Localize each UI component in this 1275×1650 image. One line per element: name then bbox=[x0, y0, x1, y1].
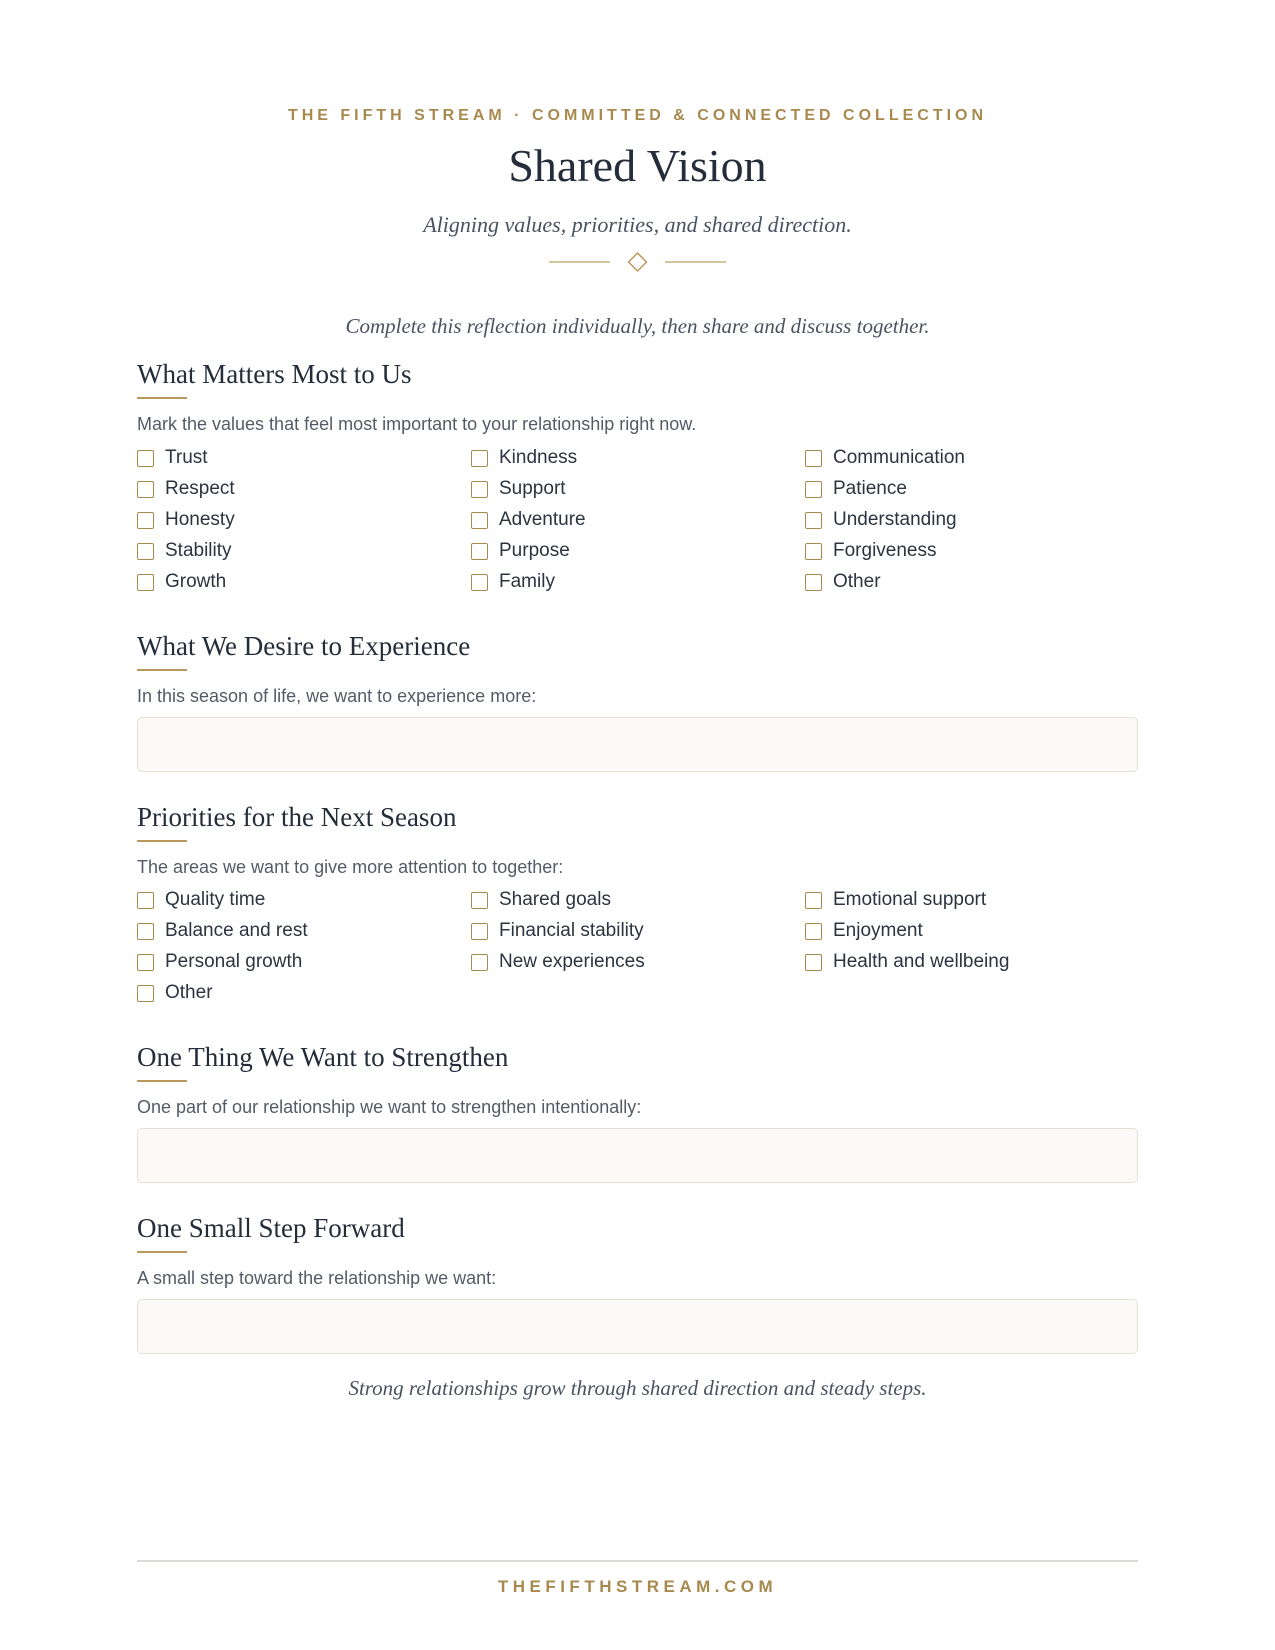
checkbox-box[interactable] bbox=[471, 450, 488, 467]
checkbox-option[interactable] bbox=[805, 919, 923, 943]
collection-eyebrow: THE FIFTH STREAM · COMMITTED & CONNECTED COLLECTION bbox=[287, 107, 988, 124]
checkbox-option[interactable] bbox=[805, 446, 965, 470]
section-title-desire: What We Desire to Experience bbox=[137, 631, 471, 661]
checkbox-option[interactable] bbox=[471, 539, 570, 563]
checkbox-box[interactable] bbox=[137, 923, 154, 940]
strengthen-input[interactable] bbox=[137, 1128, 1138, 1183]
checkbox-label: Understanding bbox=[833, 509, 957, 530]
checkbox-box[interactable] bbox=[471, 954, 488, 971]
section-desc-values: Mark the values that feel most important to your relationship right now. bbox=[137, 414, 697, 434]
section-title-strengthen: One Thing We Want to Strengthen bbox=[137, 1042, 509, 1072]
checkbox-box[interactable] bbox=[805, 512, 822, 529]
page-title: Shared Vision bbox=[508, 140, 767, 191]
checkbox-box[interactable] bbox=[137, 450, 154, 467]
checkbox-box[interactable] bbox=[471, 481, 488, 498]
checkbox-option[interactable] bbox=[137, 919, 308, 943]
checkbox-box[interactable] bbox=[137, 543, 154, 560]
checkbox-box[interactable] bbox=[805, 892, 822, 909]
checkbox-option[interactable] bbox=[805, 570, 881, 594]
checkbox-option[interactable] bbox=[137, 477, 235, 501]
checkbox-label: Stability bbox=[165, 540, 232, 561]
checkbox-box[interactable] bbox=[471, 512, 488, 529]
checkbox-label: New experiences bbox=[499, 951, 645, 972]
section-rule bbox=[137, 397, 187, 399]
checkbox-box[interactable] bbox=[805, 481, 822, 498]
checkbox-label: Personal growth bbox=[165, 951, 303, 972]
section-title-priorities: Priorities for the Next Season bbox=[137, 802, 457, 832]
checkbox-label: Other bbox=[165, 982, 213, 1003]
checkbox-option[interactable] bbox=[805, 477, 907, 501]
checkbox-label: Balance and rest bbox=[165, 920, 308, 941]
checkbox-option[interactable] bbox=[137, 950, 302, 974]
checkbox-option[interactable] bbox=[805, 950, 1009, 974]
checkbox-label: Kindness bbox=[499, 447, 578, 468]
checkbox-box[interactable] bbox=[137, 892, 154, 909]
section-title-values: What Matters Most to Us bbox=[137, 359, 412, 389]
checkbox-box[interactable] bbox=[805, 450, 822, 467]
section-rule bbox=[137, 840, 187, 842]
section-desc-strengthen: One part of our relationship we want to strengthen intentionally: bbox=[137, 1097, 642, 1117]
intro-text: Complete this reflection individually, then share and discuss together. bbox=[345, 314, 930, 338]
checkbox-option[interactable] bbox=[137, 508, 235, 532]
checkbox-box[interactable] bbox=[137, 574, 154, 591]
checkbox-label: Emotional support bbox=[833, 889, 987, 910]
checkbox-label: Adventure bbox=[499, 509, 586, 530]
checkbox-option[interactable] bbox=[471, 950, 645, 974]
step-input[interactable] bbox=[137, 1299, 1138, 1354]
checkbox-box[interactable] bbox=[805, 923, 822, 940]
page-subtitle: Aligning values, priorities, and shared direction. bbox=[423, 212, 852, 237]
footer-website: THEFIFTHSTREAM.COM bbox=[497, 1577, 778, 1596]
checkbox-option[interactable] bbox=[805, 888, 986, 912]
checkbox-option[interactable] bbox=[137, 570, 226, 594]
checkbox-option[interactable] bbox=[471, 888, 611, 912]
checkbox-box[interactable] bbox=[137, 512, 154, 529]
checkbox-option[interactable] bbox=[805, 539, 937, 563]
footer-divider bbox=[137, 1560, 1138, 1562]
checkbox-option[interactable] bbox=[137, 981, 213, 1005]
checkbox-label: Health and wellbeing bbox=[833, 951, 1010, 972]
checkbox-option[interactable] bbox=[137, 539, 232, 563]
checkbox-option[interactable] bbox=[471, 570, 555, 594]
checkbox-option[interactable] bbox=[805, 508, 957, 532]
checkbox-label: Purpose bbox=[499, 540, 570, 561]
checkbox-box[interactable] bbox=[471, 923, 488, 940]
checkbox-label: Respect bbox=[165, 478, 235, 499]
checkbox-option[interactable] bbox=[471, 919, 644, 943]
checkbox-option[interactable] bbox=[471, 446, 577, 470]
section-rule bbox=[137, 1251, 187, 1253]
diamond-divider-icon bbox=[549, 250, 726, 274]
checkbox-label: Growth bbox=[165, 571, 227, 592]
checkbox-option[interactable] bbox=[137, 446, 208, 470]
checkbox-option[interactable] bbox=[471, 508, 586, 532]
section-desc-desire: In this season of life, we want to experience more: bbox=[137, 686, 537, 706]
checkbox-box[interactable] bbox=[137, 481, 154, 498]
checkbox-label: Patience bbox=[833, 478, 907, 499]
checkbox-box[interactable] bbox=[471, 574, 488, 591]
checkbox-label: Communication bbox=[833, 447, 965, 468]
checkbox-label: Family bbox=[499, 571, 555, 592]
closing-quote: Strong relationships grow through shared direction and steady steps. bbox=[348, 1376, 927, 1400]
checkbox-box[interactable] bbox=[471, 543, 488, 560]
checkbox-box[interactable] bbox=[471, 892, 488, 909]
checkbox-label: Other bbox=[833, 571, 881, 592]
checkbox-option[interactable] bbox=[137, 888, 265, 912]
section-rule bbox=[137, 669, 187, 671]
checkbox-label: Support bbox=[499, 478, 566, 499]
desire-input[interactable] bbox=[137, 717, 1138, 772]
checkbox-label: Enjoyment bbox=[833, 920, 923, 941]
section-desc-priorities: The areas we want to give more attention to together: bbox=[137, 857, 564, 877]
checkbox-label: Honesty bbox=[165, 509, 235, 530]
checkbox-option[interactable] bbox=[471, 477, 566, 501]
checkbox-box[interactable] bbox=[805, 574, 822, 591]
section-rule bbox=[137, 1080, 187, 1082]
checkbox-label: Trust bbox=[165, 447, 208, 468]
checkbox-box[interactable] bbox=[805, 543, 822, 560]
checkbox-label: Forgiveness bbox=[833, 540, 937, 561]
checkbox-box[interactable] bbox=[137, 985, 154, 1002]
checkbox-label: Shared goals bbox=[499, 889, 611, 910]
section-desc-step: A small step toward the relationship we want: bbox=[137, 1268, 497, 1288]
checkbox-label: Financial stability bbox=[499, 920, 644, 941]
checkbox-box[interactable] bbox=[137, 954, 154, 971]
checkbox-box[interactable] bbox=[805, 954, 822, 971]
section-title-step: One Small Step Forward bbox=[137, 1213, 405, 1243]
checkbox-label: Quality time bbox=[165, 889, 266, 910]
